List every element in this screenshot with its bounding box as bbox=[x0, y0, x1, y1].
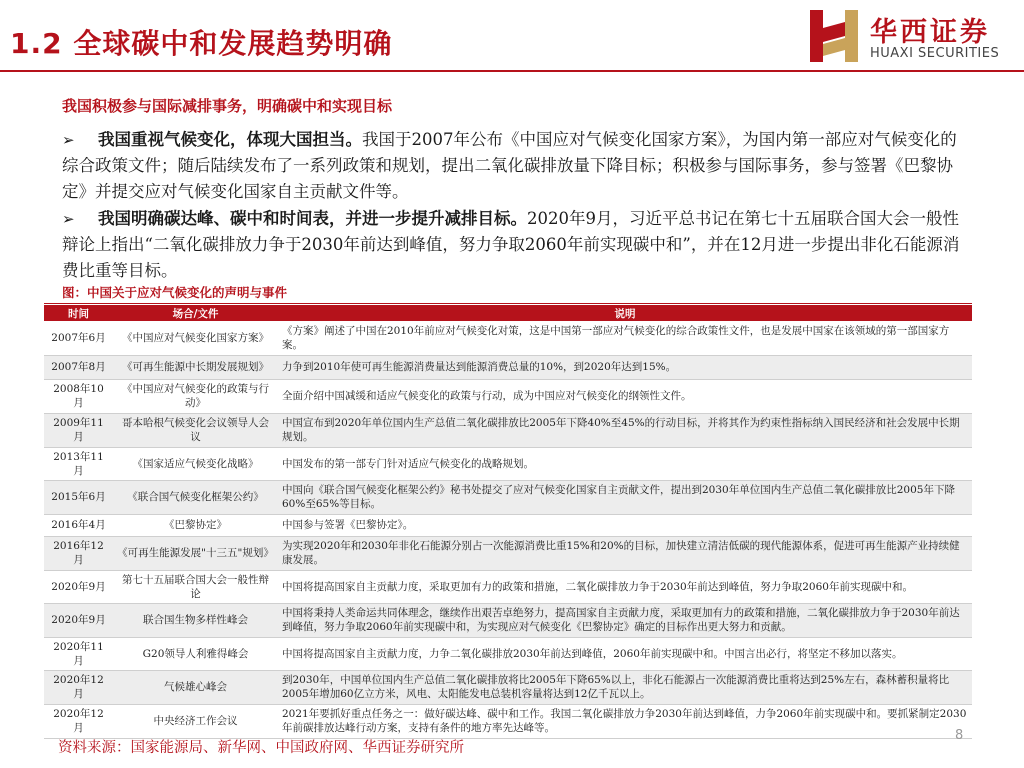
events-table bbox=[44, 305, 972, 739]
cell-desc: 中国发布的第一部专门针对适应气候变化的战略规划。 bbox=[278, 447, 972, 480]
table-row bbox=[44, 355, 972, 379]
cell-doc: G20领导人利雅得峰会 bbox=[113, 637, 278, 670]
table-row bbox=[44, 447, 972, 480]
cell-desc: 2021年要抓好重点任务之一：做好碳达峰、碳中和工作。我国二氧化碳排放力争2030年前达到峰值，力争2060年前实现碳中和。要抓紧制定2030年前碳排放达峰行动方案，支持有条件的地方率先达峰等。 bbox=[278, 704, 972, 738]
source-note: 资料来源：国家能源局、新华网、中国政府网、华西证券研究所 bbox=[58, 740, 464, 756]
bullet-text: 我国于2007年公布《中国应对气候变化国家方案》，为国内第一部应对气候变化的综合政策文件；随后陆续发布了一系列政策和规划，提出二氧化碳排放量下降目标；积极参与国际事务，参与签署《巴黎协定》并提交应对气候变化国家自主贡献文件等。 bbox=[62, 130, 957, 201]
column-header-desc: 说明 bbox=[278, 305, 972, 321]
logo-chinese-name: 华西证券 bbox=[870, 17, 990, 48]
table-row bbox=[44, 321, 972, 355]
cell-doc: 《中国应对气候变化国家方案》 bbox=[113, 321, 278, 355]
table-row bbox=[44, 379, 972, 413]
cell-desc: 中国将提高国家自主贡献力度，采取更加有力的政策和措施，二氧化碳排放力争于2030年前达到峰值，努力争取2060年前实现碳中和。 bbox=[278, 570, 972, 603]
bullet-point-1 bbox=[62, 127, 972, 205]
cell-time: 2020年12月 bbox=[44, 704, 113, 738]
table-row bbox=[44, 637, 972, 670]
cell-time: 2008年10月 bbox=[44, 379, 113, 413]
bullet-lead: 我国重视气候变化，体现大国担当。 bbox=[98, 130, 362, 149]
cell-time: 2020年9月 bbox=[44, 570, 113, 603]
cell-time: 2020年9月 bbox=[44, 603, 113, 637]
cell-desc: 中国参与签署《巴黎协定》。 bbox=[278, 514, 972, 536]
cell-doc: 《中国应对气候变化的政策与行动》 bbox=[113, 379, 278, 413]
table-row bbox=[44, 704, 972, 738]
cell-time: 2020年11月 bbox=[44, 637, 113, 670]
bullet-text: 2020年9月，习近平总书记在第七十五届联合国大会一般性辩论上指出“二氧化碳排放力争于2030年前达到峰值，努力争取2060年前实现碳中和”，并在12月进一步提出非化石能源消费比重等目标。 bbox=[62, 209, 960, 280]
title-divider bbox=[0, 70, 1024, 72]
page-title: 1.2 全球碳中和发展趋势明确 bbox=[10, 27, 393, 60]
cell-doc: 《国家适应气候变化战略》 bbox=[113, 447, 278, 480]
cell-doc: 联合国生物多样性峰会 bbox=[113, 603, 278, 637]
cell-time: 2015年6月 bbox=[44, 480, 113, 514]
cell-time: 2007年6月 bbox=[44, 321, 113, 355]
cell-desc: 全面介绍中国减缓和适应气候变化的政策与行动，成为中国应对气候变化的纲领性文件。 bbox=[278, 379, 972, 413]
bullet-point-2 bbox=[62, 206, 972, 284]
logo-english-name: HUAXI SECURITIES bbox=[870, 46, 1000, 61]
cell-doc: 中央经济工作会议 bbox=[113, 704, 278, 738]
cell-doc: 哥本哈根气候变化会议领导人会议 bbox=[113, 413, 278, 447]
table-row bbox=[44, 570, 972, 603]
cell-doc: 气候雄心峰会 bbox=[113, 670, 278, 704]
figure-divider bbox=[44, 303, 972, 304]
cell-desc: 中国向《联合国气候变化框架公约》秘书处提交了应对气候变化国家自主贡献文件，提出到2030年单位国内生产总值二氧化碳排放比2005年下降60%至65%等目标。 bbox=[278, 480, 972, 514]
page-number: 8 bbox=[955, 728, 964, 743]
figure-title: 图：中国关于应对气候变化的声明与事件 bbox=[62, 285, 288, 300]
cell-desc: 为实现2020年和2030年非化石能源分别占一次能源消费比重15%和20%的目标，加快建立清洁低碳的现代能源体系，促进可再生能源产业持续健康发展。 bbox=[278, 536, 972, 570]
cell-time: 2009年11月 bbox=[44, 413, 113, 447]
cell-desc: 中国将提高国家自主贡献力度，力争二氧化碳排放2030年前达到峰值，2060年前实现碳中和。中国言出必行，将坚定不移加以落实。 bbox=[278, 637, 972, 670]
cell-doc: 《可再生能源发展"十三五"规划》 bbox=[113, 536, 278, 570]
cell-doc: 第七十五届联合国大会一般性辩论 bbox=[113, 570, 278, 603]
cell-desc: 《方案》阐述了中国在2010年前应对气候变化对策，这是中国第一部应对气候变化的综合政策性文件，也是发展中国家在该领域的第一部国家方案。 bbox=[278, 321, 972, 355]
table-row bbox=[44, 413, 972, 447]
section-subheading: 我国积极参与国际减排事务，明确碳中和实现目标 bbox=[62, 97, 393, 115]
cell-desc: 中国宣布到2020年单位国内生产总值二氧化碳排放比2005年下降40%至45%的行动目标，并将其作为约束性指标纳入国民经济和社会发展中长期规划。 bbox=[278, 413, 972, 447]
cell-time: 2016年4月 bbox=[44, 514, 113, 536]
table-row bbox=[44, 480, 972, 514]
column-header-doc: 场合/文件 bbox=[113, 305, 278, 321]
cell-time: 2007年8月 bbox=[44, 355, 113, 379]
cell-time: 2020年12月 bbox=[44, 670, 113, 704]
company-logo bbox=[808, 8, 1018, 64]
cell-doc: 《可再生能源中长期发展规划》 bbox=[113, 355, 278, 379]
table-row bbox=[44, 670, 972, 704]
bullet-lead: 我国明确碳达峰、碳中和时间表，并进一步提升减排目标。 bbox=[98, 209, 527, 228]
column-header-time: 时间 bbox=[44, 305, 113, 321]
arrow-bullet-icon: ➢ bbox=[62, 131, 75, 149]
table-header-row bbox=[44, 305, 972, 321]
cell-time: 2013年11月 bbox=[44, 447, 113, 480]
cell-time: 2016年12月 bbox=[44, 536, 113, 570]
table-row bbox=[44, 536, 972, 570]
cell-desc: 到2030年，中国单位国内生产总值二氧化碳排放将比2005年下降65%以上，非化石能源占一次能源消费比重将达到25%左右，森林蓄积量将比2005年增加60亿立方米，风电、太阳能发电总装机容量将达到12亿千瓦以上。 bbox=[278, 670, 972, 704]
huaxi-logo-icon bbox=[808, 8, 860, 64]
cell-doc: 《巴黎协定》 bbox=[113, 514, 278, 536]
table-row bbox=[44, 514, 972, 536]
arrow-bullet-icon: ➢ bbox=[62, 210, 75, 228]
cell-desc: 中国将秉持人类命运共同体理念，继续作出艰苦卓绝努力，提高国家自主贡献力度，采取更加有力的政策和措施，二氧化碳排放力争于2030年前达到峰值，努力争取2060年前实现碳中和，为实现应对气候变化《巴黎协定》确定的目标作出更大努力和贡献。 bbox=[278, 603, 972, 637]
cell-doc: 《联合国气候变化框架公约》 bbox=[113, 480, 278, 514]
table-row bbox=[44, 603, 972, 637]
cell-desc: 力争到2010年使可再生能源消费量达到能源消费总量的10%，到2020年达到15%。 bbox=[278, 355, 972, 379]
